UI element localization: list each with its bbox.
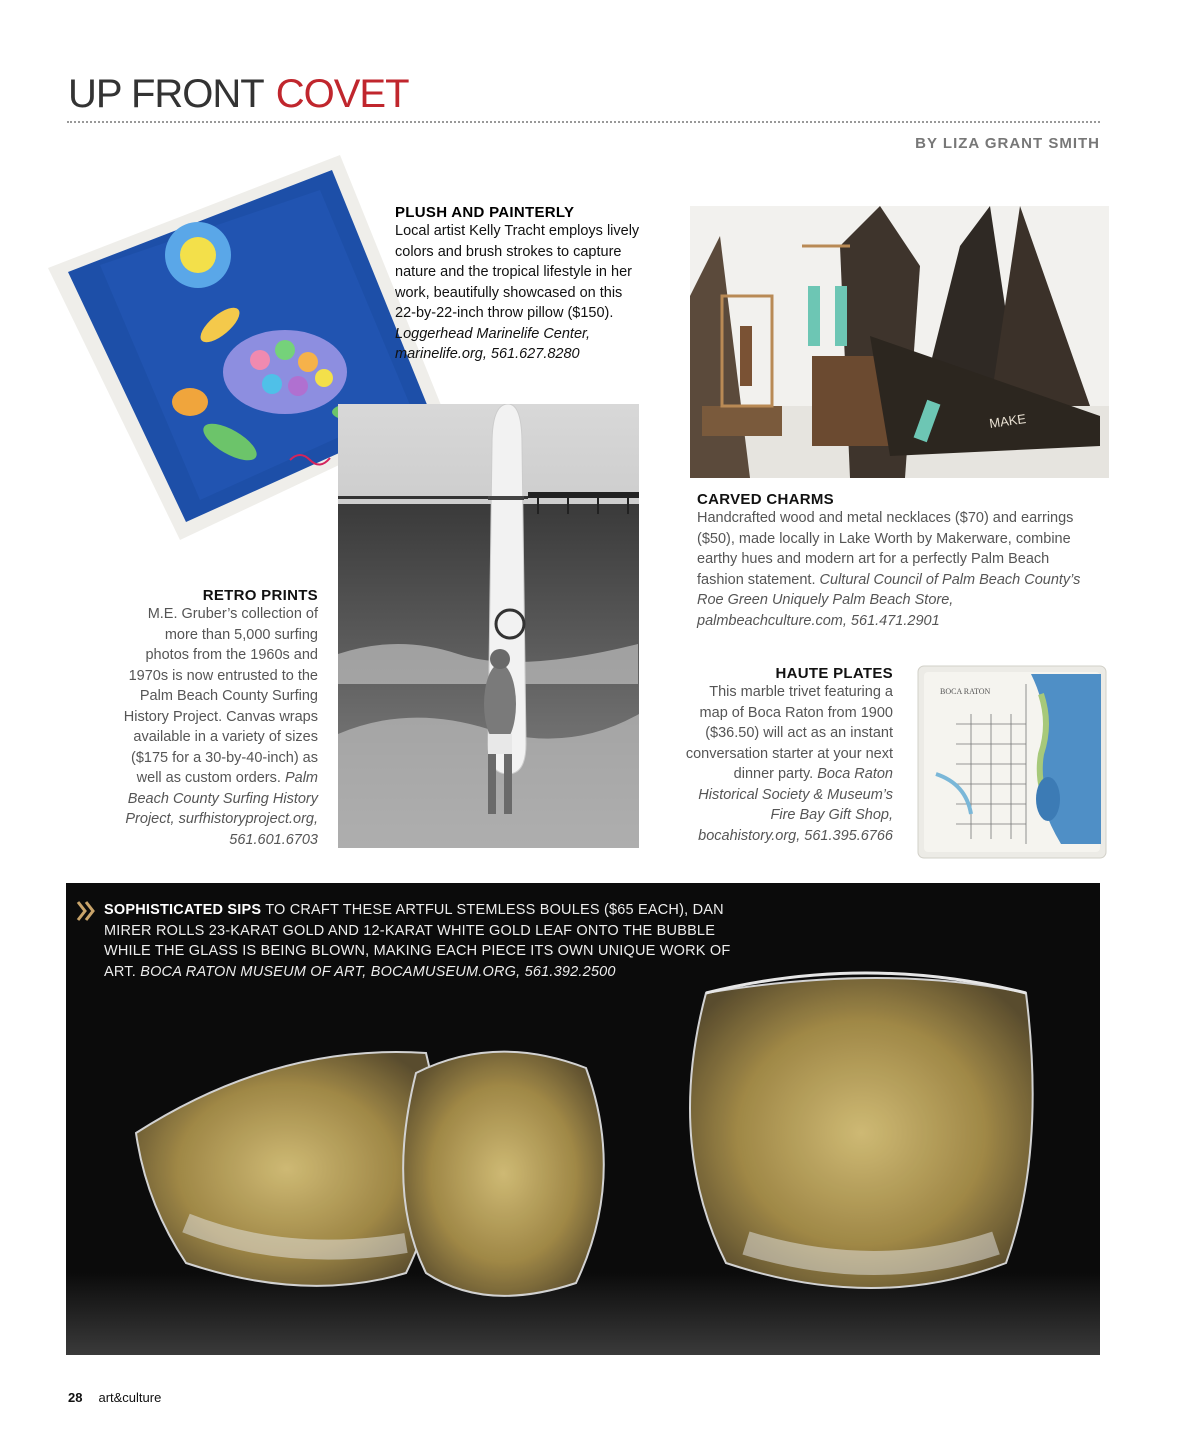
retro-heading: RETRO PRINTS bbox=[202, 587, 318, 604]
retro-body-text: M.E. Gruber’s collection of more than 5,000 surfing photos from the 1960s and 1970s is now entrusted to the Palm Beach County Surfing History Project. Canvas wraps available in a variety of sizes ($175 for a 30-by-40-inch) as well as custom orders. bbox=[123, 606, 318, 786]
header-rule bbox=[67, 121, 1100, 123]
page-number: 28 bbox=[68, 1390, 83, 1405]
plush-body-text: Local artist Kelly Tracht employs lively colors and brush strokes to capture nature and the tropical lifestyle in her work, beautifully showcased on this 22-by-22-inch throw pillow ($150). bbox=[395, 223, 640, 321]
charms-engraving: MAKE bbox=[988, 410, 1027, 431]
retro-section bbox=[118, 587, 318, 850]
sips-credit: BOCA RATON MUSEUM OF ART, BOCAMUSEUM.ORG, 561.392.2500 bbox=[140, 963, 616, 980]
haute-credit: Boca Raton Historical Society & Museum’s Fire Bay Gift Shop, bocahistory.org, 561.395.6766 bbox=[698, 766, 893, 844]
haute-heading: HAUTE PLATES bbox=[775, 665, 893, 682]
retro-body bbox=[118, 604, 318, 850]
page-title: COVET bbox=[275, 72, 409, 116]
carved-body bbox=[697, 508, 1087, 631]
plush-heading: PLUSH AND PAINTERLY bbox=[395, 204, 575, 221]
byline: BY LIZA GRANT SMITH bbox=[915, 135, 1100, 152]
trivet-map-title: BOCA RATON bbox=[940, 687, 991, 696]
sips-heading: SOPHISTICATED SIPS bbox=[104, 902, 262, 918]
carved-section bbox=[697, 491, 1087, 631]
footer-section: art&culture bbox=[98, 1390, 162, 1405]
sips-section bbox=[104, 900, 744, 982]
haute-section bbox=[684, 665, 893, 846]
sips-chevron-icon bbox=[74, 899, 98, 923]
surf-photo bbox=[338, 404, 639, 848]
page-footer bbox=[68, 1390, 161, 1405]
carved-credit: Cultural Council of Palm Beach County’s Roe Green Uniquely Palm Beach Store, palmbeachculture.com, 561.471.2901 bbox=[697, 571, 1081, 629]
section-label: UP FRONT bbox=[68, 72, 264, 116]
plush-body bbox=[395, 221, 645, 365]
page-header bbox=[68, 70, 409, 118]
carved-heading: CARVED CHARMS bbox=[697, 491, 834, 508]
sips-body: TO CRAFT THESE ARTFUL STEMLESS BOULES ($65 EACH), DAN MIRER ROLLS 23-KARAT GOLD AND 12-KARAT WHITE GOLD LEAF ONTO THE BUBBLE WHILE THE GLASS IS BEING BLOWN, MAKING EACH PIECE ITS OWN UNIQUE WORK OF ART. bbox=[104, 902, 731, 980]
carved-body-text: Handcrafted wood and metal necklaces ($70) and earrings ($50), made locally in Lake Worth by Makerware, combine earthy hues and modern art for a perfectly Palm Beach fashion statement. bbox=[697, 510, 1074, 588]
haute-body bbox=[684, 682, 893, 846]
retro-credit: Palm Beach County Surfing History Project, surfhistoryproject.org, 561.601.6703 bbox=[125, 770, 318, 848]
plush-credit: Loggerhead Marinelife Center, marinelife.org, 561.627.8280 bbox=[395, 325, 591, 362]
charms-photo bbox=[690, 206, 1109, 478]
haute-body-text: This marble trivet featuring a map of Boca Raton from 1900 ($36.50) will act as an instant conversation starter at your next dinner party. bbox=[685, 684, 893, 782]
plush-section bbox=[395, 204, 645, 365]
trivet-image bbox=[916, 664, 1108, 860]
